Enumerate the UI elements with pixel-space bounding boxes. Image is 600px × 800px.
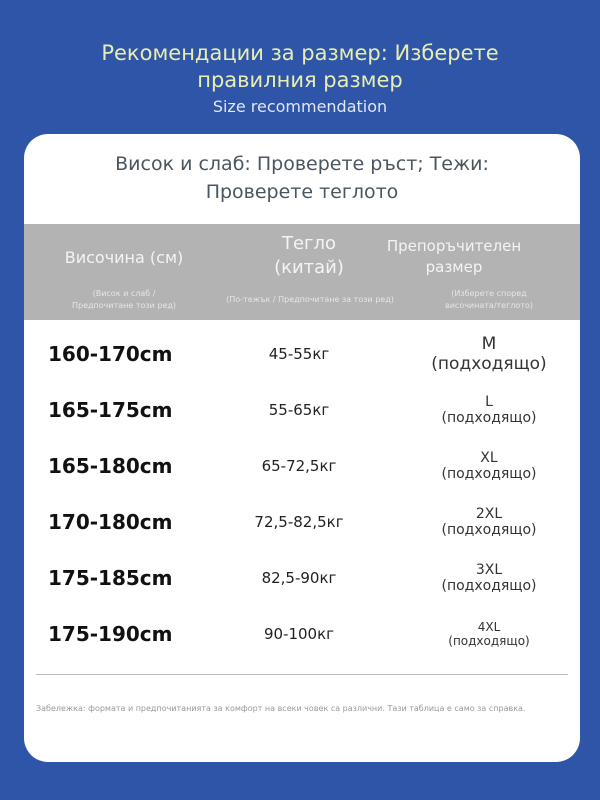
col-size-note: [424, 288, 554, 312]
fit-label: (подходящо): [441, 522, 537, 538]
table-row: [24, 494, 580, 550]
label-line: Препоръчителен: [386, 237, 522, 255]
table-row: [24, 382, 580, 438]
subtitle: Size recommendation: [212, 97, 388, 116]
disclaimer-note: Забележка: формата и предпочитанията за комфорт на всеки човек са различни. Тази таблица е само за справка.: [36, 704, 526, 713]
size-cell: [424, 606, 554, 662]
height-cell: 170-180cm: [48, 510, 173, 534]
label-line: Тегло: [281, 233, 337, 254]
col-height-label: Височина (см): [64, 248, 184, 267]
weight-cell: 72,5-82,5кг: [254, 513, 344, 531]
size-cell: [424, 382, 554, 438]
note-line: височината/теглото): [445, 301, 533, 310]
col-weight-note: (По-тежък / Предпочитане за този ред): [226, 295, 394, 304]
fit-label: (подходящо): [441, 466, 537, 482]
height-cell: 165-180cm: [48, 454, 173, 478]
table-row: [24, 326, 580, 382]
size-value: 4XL: [477, 620, 501, 634]
size-cell: [424, 550, 554, 606]
size-value: 2XL: [475, 506, 503, 522]
divider: [36, 674, 568, 675]
card-title-line: Проверете теглото: [205, 181, 399, 203]
card-title: [24, 150, 580, 206]
table-row: [24, 438, 580, 494]
height-cell: 175-190cm: [48, 622, 173, 646]
height-cell: 160-170cm: [48, 342, 173, 366]
size-cell: [424, 494, 554, 550]
size-value: M: [481, 334, 497, 354]
col-size-label: [364, 236, 544, 278]
note-line: Предпочитане този ред): [71, 301, 177, 310]
card-title-line: Висок и слаб: Проверете ръст; Тежи:: [115, 153, 489, 175]
fit-label: (подходящо): [448, 634, 530, 648]
col-weight-label: [234, 232, 384, 280]
size-cell: [424, 326, 554, 382]
weight-cell: 55-65кг: [268, 401, 330, 419]
note-line: (Висок и слаб /: [92, 289, 156, 298]
fit-label: (подходящо): [441, 578, 537, 594]
size-value: 3XL: [475, 562, 503, 578]
table-row: [24, 606, 580, 662]
size-value: L: [485, 394, 493, 410]
size-card: [24, 134, 580, 762]
size-value: XL: [480, 450, 498, 466]
height-cell: 165-175cm: [48, 398, 173, 422]
fit-label: (подходящо): [431, 354, 547, 374]
col-height-note: [44, 288, 204, 312]
label-line: размер: [425, 258, 483, 276]
height-cell: 175-185cm: [48, 566, 173, 590]
note-line: (Изберете според: [451, 289, 527, 298]
size-cell: [424, 438, 554, 494]
weight-cell: 45-55кг: [268, 345, 330, 363]
title-line: Рекомендации за размер: Изберете: [101, 41, 499, 65]
label-line: (китай): [274, 257, 344, 278]
weight-cell: 90-100кг: [263, 625, 335, 643]
page-title: [0, 40, 600, 94]
title-line: правилния размер: [197, 68, 403, 92]
table-row: [24, 550, 580, 606]
weight-cell: 65-72,5кг: [261, 457, 337, 475]
table-header: [24, 224, 580, 320]
fit-label: (подходящо): [441, 410, 537, 426]
weight-cell: 82,5-90кг: [261, 569, 337, 587]
